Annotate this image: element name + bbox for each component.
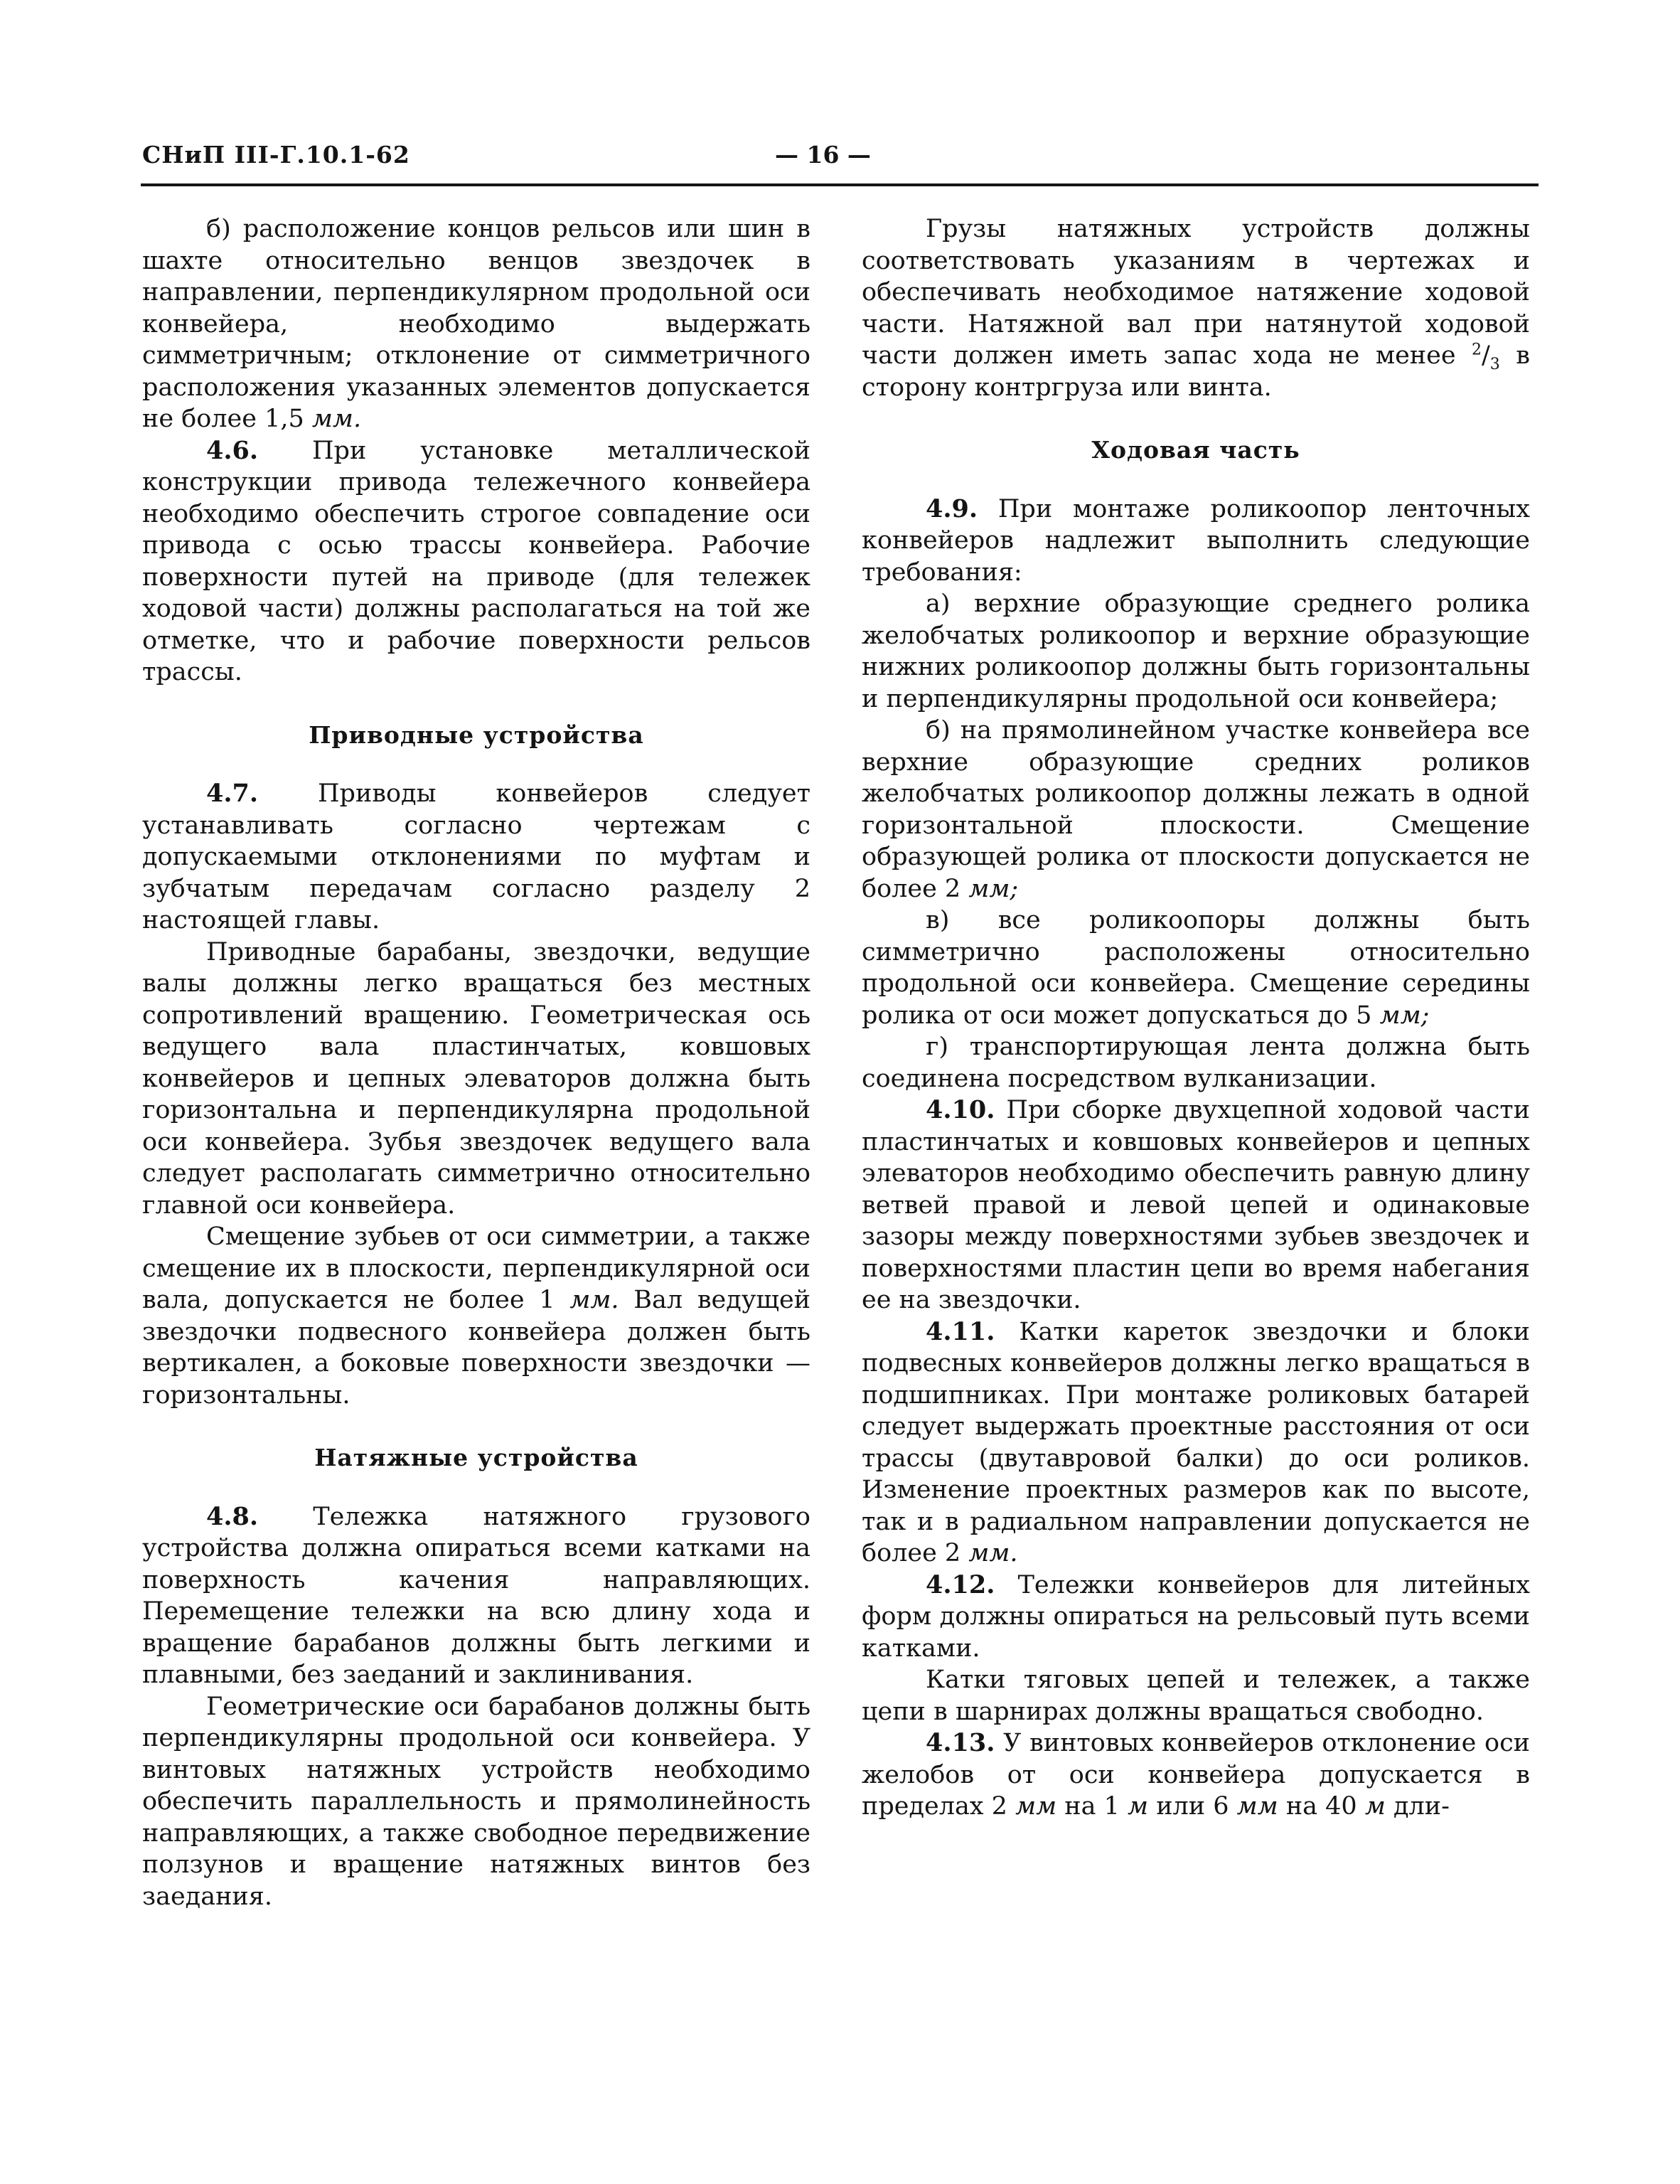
- paragraph-4-10: 4.10. При сборке двухцепной ходовой части пластинчатых и ковшовых конвейеров и цепных элеваторов необходимо обеспечить равную длину ветвей правой и левой цепей и одинаковые зазоры между поверхностями зубьев звездочек и поверхностями пластин цепи во время набегания ее на звездочки.: [862, 1095, 1530, 1314]
- paragraph-b-rails: б) расположение концов рельсов или шин в шахте относительно венцов звездочек в направлении, перпендикулярном продольной оси конвейера, необходимо выдержать симметричным; отклонение от симметричного расположения указанных элементов допускается не более 1,5 мм.: [142, 215, 810, 433]
- page-header: [142, 141, 1536, 175]
- item-g: г) транспортирующая лента должна быть соединена посредством вулканизации.: [862, 1033, 1530, 1093]
- document-code: СНиП III-Г.10.1-62: [142, 141, 410, 169]
- paragraph-drum-axes: Геометрические оси барабанов должны быть перпендикулярны продольной оси конвейера. У винтовых натяжных устройств необходимо обеспечить параллельность и прямолинейность направляющих, а также свободное передвижение ползунов и вращение натяжных винтов без заедания.: [142, 1692, 810, 1911]
- paragraph-drive-drums: Приводные барабаны, звездочки, ведущие валы должны легко вращаться без местных сопротивлений вращению. Геометрическая ось ведущего вала пластинчатых, ковшовых конвейеров и цепных элеваторов должна быть горизонтальна и перпендикулярна продольной оси конвейера. Зубья звездочек ведущего вала следует располагать симметрично относительно главной оси конвейера.: [142, 937, 810, 1220]
- paragraph-4-6: 4.6. При установке металлической конструкции привода тележечного конвейера необходимо обеспечить строгое совпадение оси привода с осью трассы конвейера. Рабочие поверхности путей на приводе (для тележек ходовой части) должны располагаться на той же отметке, что и рабочие поверхности рельсов трассы.: [142, 435, 810, 686]
- paragraph-4-7: 4.7. Приводы конвейеров следует устанавливать согласно чертежам с допускаемыми отклонениями по муфтам и зубчатым передачам согласно разделу 2 настоящей главы.: [142, 779, 810, 934]
- item-v: в) все роликоопоры должны быть симметрично расположены относительно продольной оси конвейера. Смещение середины ролика от оси может допускаться до 5 мм;: [862, 906, 1530, 1030]
- right-column: [862, 213, 1530, 1823]
- header-rule: [141, 183, 1539, 186]
- paragraph-teeth-offset: Смещение зубьев от оси симметрии, а также смещение их в плоскости, перпендикулярной оси вала, допускается не более 1 мм. Вал ведущей звездочки подвесного конвейера должен быть вертикален, а боковые поверхности звездочки — горизонтальны.: [142, 1222, 810, 1410]
- paragraph-4-8: 4.8. Тележка натяжного грузового устройства должна опираться всеми катками на поверхность качения направляющих. Перемещение тележки на всю длину хода и вращение барабанов должны быть легкими и плавными, без заеданий и заклинивания.: [142, 1501, 810, 1689]
- item-a: а) верхние образующие среднего ролика желобчатых роликоопор и верхние образующие нижних роликоопор должны быть горизонтальны и перпендикулярны продольной оси конвейера;: [862, 590, 1530, 713]
- paragraph-chain-rollers: Катки тяговых цепей и тележек, а также цепи в шарнирах должны вращаться свободно.: [862, 1666, 1530, 1726]
- section-heading-tensioners: Натяжные устройства: [314, 1444, 638, 1471]
- section-heading-running-gear: Ходовая часть: [1091, 436, 1300, 464]
- section-heading-drives: Приводные устройства: [309, 720, 644, 749]
- paragraph-4-11: 4.11. Катки кареток звездочки и блоки подвесных конвейеров должны легко вращаться в подшипниках. При монтаже роликовых батарей следует выдержать проектные расстояния от оси трассы (двутавровой балки) до оси роликов. Изменение проектных размеров как по высоте, так и в радиальном направлении допускается не более 2 мм.: [862, 1316, 1530, 1567]
- left-column: [142, 213, 810, 1912]
- paragraph-counterweights: Грузы натяжных устройств должны соответствовать указаниям в чертежах и обеспечивать необходимое натяжение ходовой части. Натяжной вал при натянутой ходовой части должен иметь запас хода не менее $^2/_3$ в сторону контргруза или винта.: [862, 215, 1530, 402]
- paragraph-4-13: 4.13. У винтовых конвейеров отклонение оси желобов от оси конвейера допускается в пределах 2 мм на 1 м или 6 мм на 40 м дли-: [862, 1728, 1530, 1821]
- item-b: б) на прямолинейном участке конвейера все верхние образующие средних роликов желобчатых роликоопор должны лежать в одной горизонтальной плоскости. Смещение образующей ролика от плоскости допускается не более 2 мм;: [862, 716, 1530, 903]
- page-number: — 16 —: [775, 141, 871, 169]
- paragraph-4-12: 4.12. Тележки конвейеров для литейных форм должны опираться на рельсовый путь всеми катками.: [862, 1570, 1530, 1663]
- paragraph-4-9: 4.9. При монтаже роликоопор ленточных конвейеров надлежит выполнить следующие требования:: [862, 494, 1530, 587]
